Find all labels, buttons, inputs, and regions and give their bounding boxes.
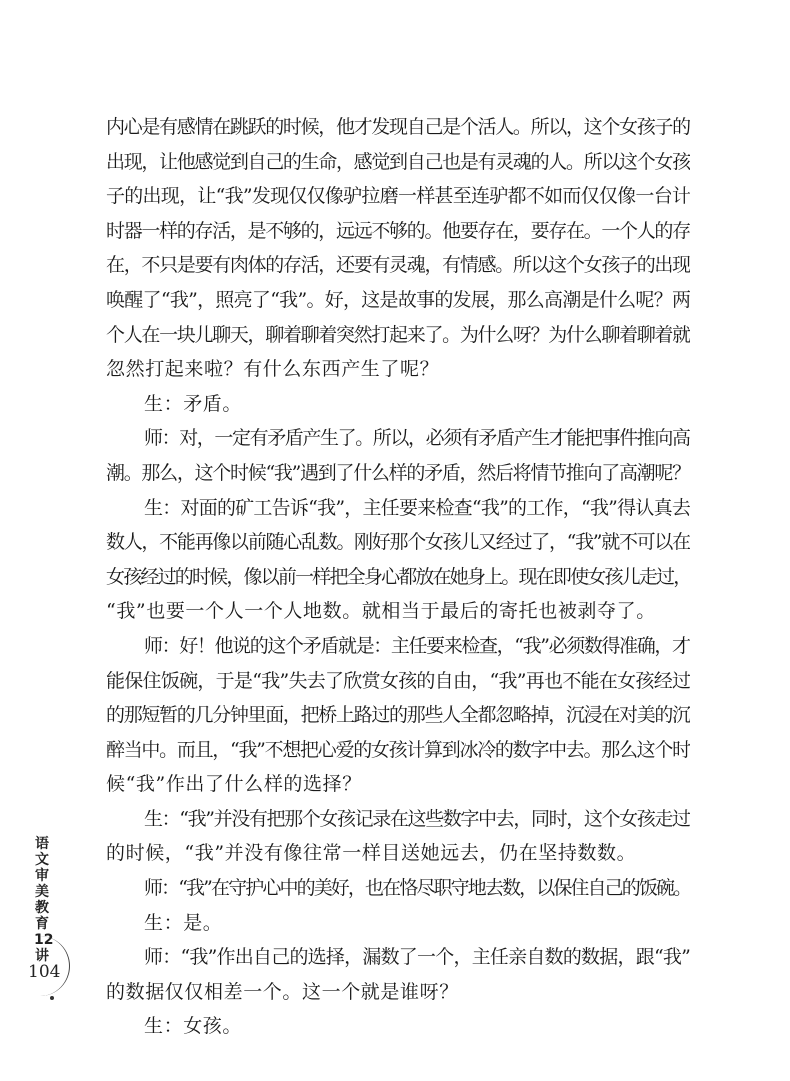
body-text <box>106 110 690 1044</box>
text-line: 师：“我”作出自己的选择，漏数了一个，主任亲自数的数据，跟“我” <box>144 946 690 969</box>
paragraph <box>106 802 690 871</box>
text-line: 生：对面的矿工告诉“我”，主任要来检查“我”的工作，“我”得认真去 <box>144 496 690 519</box>
paragraph <box>106 421 690 490</box>
page-dot <box>50 996 54 1000</box>
book-title-char: 美 <box>35 884 49 900</box>
text-line: 生：矛盾。 <box>144 392 243 415</box>
text-line: 师：好！他说的这个矛盾就是：主任要来检查，“我”必须数得准确，才 <box>144 634 690 657</box>
paragraph <box>106 871 690 906</box>
text-line: 候“我”作出了什么样的选择？ <box>106 773 362 796</box>
text-line: 数人，不能再像以前随心乱数。刚好那个女孩儿又经过了，“我”就不可以在 <box>106 531 690 554</box>
book-title-char: 育 <box>35 916 49 932</box>
text-line: 生：是。 <box>144 911 223 934</box>
text-line: 能保住饭碗，于是“我”失去了欣赏女孩的自由，“我”再也不能在女孩经过 <box>106 669 690 692</box>
text-line: 的数据仅仅相差一个。这一个就是谁呀？ <box>106 980 459 1003</box>
text-line: “我”也要一个人一个人地数。就相当于最后的寄托也被剥夺了。 <box>106 600 656 623</box>
text-line: 内心是有感情在跳跃的时候，他才发现自己是个活人。所以，这个女孩子的 <box>106 116 690 138</box>
book-title-char: 教 <box>35 900 49 916</box>
book-title-char: 文 <box>35 852 49 868</box>
page-number: 104 <box>28 962 61 982</box>
text-line: 生：女孩。 <box>144 1015 243 1038</box>
paragraph <box>106 906 690 941</box>
book-title-char: 审 <box>35 868 49 884</box>
text-line: 出现，让他感觉到自己的生命，感觉到自己也是有灵魂的人。所以这个女孩 <box>106 150 690 173</box>
book-title-char: 讲 <box>35 948 49 964</box>
text-line: 师：“我”在守护心中的美好，也在恪尽职守地去数，以保住自己的饭碗。 <box>144 877 690 900</box>
text-line: 的时候，“我”并没有像往常一样目送她远去，仍在坚持数数。 <box>106 842 637 865</box>
text-line: 个人在一块儿聊天，聊着聊着突然打起来了。为什么呀？为什么聊着聊着就 <box>106 323 690 346</box>
text-line: 女孩经过的时候，像以前一样把全身心都放在她身上。现在即使女孩儿走过， <box>106 565 690 588</box>
text-line: 生：“我”并没有把那个女孩记录在这些数字中去，同时，这个女孩走过 <box>144 807 690 830</box>
paragraph <box>106 491 690 629</box>
text-line: 唤醒了“我”，照亮了“我”。好，这是故事的发展，那么高潮是什么呢？两 <box>106 288 690 311</box>
paragraph <box>106 940 690 1009</box>
text-line: 师：对，一定有矛盾产生了。所以，必须有矛盾产生才能把事件推向高 <box>144 427 690 450</box>
paragraph <box>106 629 690 802</box>
text-line: 醉当中。而且，“我”不想把心爱的女孩计算到冰冷的数字中去。那么这个时 <box>106 738 690 761</box>
text-line: 的那短暂的几分钟里面，把桥上路过的那些人全都忽略掉，沉浸在对美的沉 <box>106 704 690 727</box>
paragraph <box>106 387 690 422</box>
text-line: 时器一样的存活，是不够的，远远不够的。他要存在，要存在。一个人的存 <box>106 219 690 242</box>
book-title-char: 语 <box>35 836 49 852</box>
book-title-char: 12 <box>34 932 54 948</box>
text-line: 忽然打起来啦？有什么东西产生了呢？ <box>106 358 440 381</box>
text-line: 潮。那么，这个时候“我”遇到了什么样的矛盾，然后将情节推向了高潮呢？ <box>106 461 690 484</box>
text-line: 在，不只是要有肉体的存活，还要有灵魂，有情感。所以这个女孩子的出现 <box>106 254 690 277</box>
paragraph <box>106 1009 690 1044</box>
paragraph <box>106 110 690 387</box>
text-line: 子的出现，让“我”发现仅仅像驴拉磨一样甚至连驴都不如而仅仅像一台计 <box>106 185 690 208</box>
